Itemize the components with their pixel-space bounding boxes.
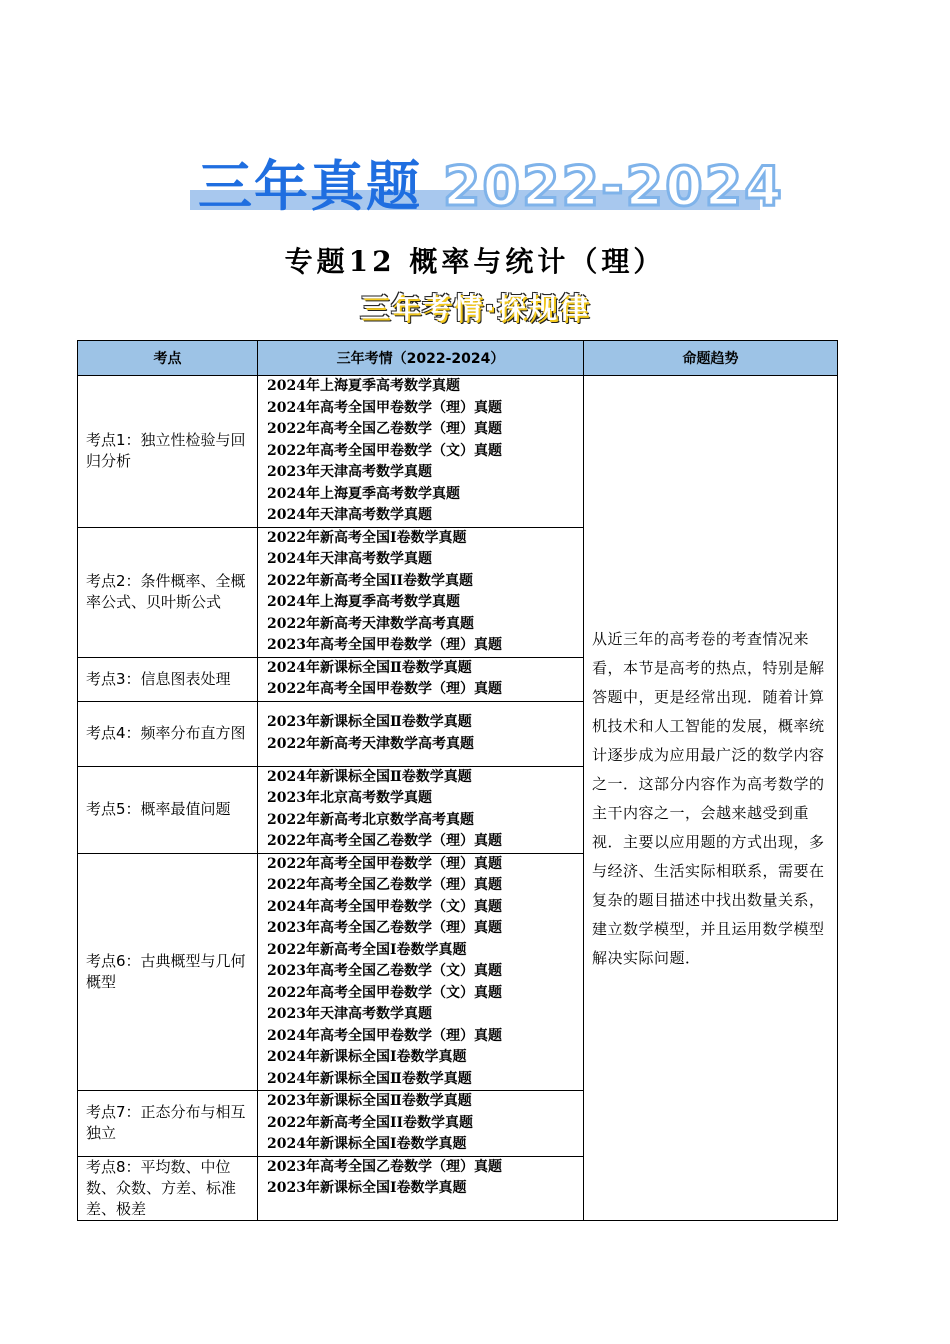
exam-item: 2023年北京高考数学真题 bbox=[267, 790, 432, 806]
exam-item: 2022年新高考北京数学高考真题 bbox=[267, 811, 474, 828]
exam-item: 2023年高考全国乙卷数学（理）真题 bbox=[267, 920, 502, 936]
exam-item: 2023年高考全国乙卷数学（文）真题 bbox=[267, 963, 502, 979]
header-trend: 命题趋势 bbox=[584, 341, 838, 376]
subtitle-text: 三年考情·探规律 bbox=[359, 291, 591, 325]
exams-cell bbox=[258, 1156, 584, 1220]
point-cell: 考点7：正态分布与相互独立 bbox=[78, 1091, 258, 1157]
banner-title bbox=[198, 144, 784, 221]
exam-item: 2024年天津高考数学真题 bbox=[267, 507, 432, 523]
exam-item: 2024年上海夏季高考数学真题 bbox=[267, 378, 460, 394]
exam-table bbox=[77, 340, 838, 1221]
exam-item: 2022年高考全国甲卷数学（文）真题 bbox=[267, 442, 502, 459]
exam-item: 2022年新高考全国I卷数学真题 bbox=[267, 529, 467, 546]
table-row bbox=[78, 376, 838, 528]
exams-cell bbox=[258, 766, 584, 853]
exam-item: 2024年上海夏季高考数学真题 bbox=[267, 594, 460, 610]
exam-item: 2022年高考全国乙卷数学（理）真题 bbox=[267, 833, 502, 849]
trend-cell: 从近三年的高考卷的考查情况来看，本节是高考的热点，特别是解答题中，更是经常出现．随着计算机技术和人工智能的发展，概率统计逐步成为应用最广泛的数学内容之一．这部分内容作为高考数学的主干内容之一，会越来越受到重视．主要以应用题的方式出现，多与经济、生活实际相联系，需要在复杂的题目描述中找出数量关系，建立数学模型，并且运用数学模型解决实际问题． bbox=[584, 376, 838, 1221]
point-cell: 考点1：独立性检验与回归分析 bbox=[78, 376, 258, 528]
point-cell: 考点5：概率最值问题 bbox=[78, 766, 258, 853]
exam-item: 2022年高考全国甲卷数学（文）真题 bbox=[267, 984, 502, 1001]
exam-item: 2022年高考全国乙卷数学（理）真题 bbox=[267, 421, 502, 437]
exam-item: 2024年天津高考数学真题 bbox=[267, 551, 432, 567]
exam-item: 2024年高考全国甲卷数学（文）真题 bbox=[267, 898, 502, 915]
exam-item: 2023年高考全国乙卷数学（理）真题 bbox=[267, 1158, 502, 1175]
banner-cn-text: 三年真题 bbox=[198, 155, 422, 218]
exam-item: 2024年高考全国甲卷数学（理）真题 bbox=[267, 1027, 502, 1044]
table-header-row bbox=[78, 341, 838, 376]
exam-item: 2024年高考全国甲卷数学（理）真题 bbox=[267, 399, 502, 416]
point-cell: 考点4：频率分布直方图 bbox=[78, 701, 258, 766]
exam-item: 2024年新课标全国Ⅰ卷数学真题 bbox=[267, 1136, 467, 1152]
header-point: 考点 bbox=[78, 341, 258, 376]
exam-item: 2023年新课标全国Ⅰ卷数学真题 bbox=[267, 1180, 467, 1196]
exam-item: 2023年新课标全国Ⅱ卷数学真题 bbox=[267, 714, 472, 730]
exam-item: 2022年新高考全国II卷数学真题 bbox=[267, 572, 474, 589]
point-cell: 考点2：条件概率、全概率公式、贝叶斯公式 bbox=[78, 527, 258, 657]
exam-item: 2023年新课标全国Ⅱ卷数学真题 bbox=[267, 1093, 472, 1109]
header-exams: 三年考情（2022-2024） bbox=[258, 341, 584, 376]
exam-item: 2022年高考全国乙卷数学（理）真题 bbox=[267, 877, 502, 893]
header-banner bbox=[190, 150, 784, 218]
exams-cell bbox=[258, 527, 584, 657]
exam-item: 2024年新课标全国Ⅰ卷数学真题 bbox=[267, 1049, 467, 1065]
exam-item: 2022年新高考天津数学高考真题 bbox=[267, 615, 474, 632]
exams-cell bbox=[258, 701, 584, 766]
exam-item: 2023年天津高考数学真题 bbox=[267, 464, 432, 480]
banner-years: 2022-2024 bbox=[442, 155, 784, 218]
exams-cell bbox=[258, 853, 584, 1091]
subtitle-badge bbox=[0, 284, 950, 329]
exam-item: 2023年天津高考数学真题 bbox=[267, 1006, 432, 1022]
exam-item: 2023年高考全国甲卷数学（理）真题 bbox=[267, 637, 502, 653]
exam-item: 2024年新课标全国Ⅱ卷数学真题 bbox=[267, 768, 472, 785]
point-cell: 考点6：古典概型与几何概型 bbox=[78, 853, 258, 1091]
point-cell: 考点8：平均数、中位数、众数、方差、标准差、极差 bbox=[78, 1156, 258, 1220]
exam-item: 2022年高考全国甲卷数学（理）真题 bbox=[267, 855, 502, 872]
exams-cell bbox=[258, 376, 584, 528]
exams-cell bbox=[258, 657, 584, 701]
exam-item: 2024年新课标全国Ⅱ卷数学真题 bbox=[267, 1070, 472, 1087]
point-cell: 考点3：信息图表处理 bbox=[78, 657, 258, 701]
exam-item: 2024年上海夏季高考数学真题 bbox=[267, 485, 460, 502]
exam-item: 2024年新课标全国Ⅱ卷数学真题 bbox=[267, 659, 472, 676]
exam-item: 2022年新高考天津数学高考真题 bbox=[267, 735, 474, 752]
exam-item: 2022年新高考全国II卷数学真题 bbox=[267, 1114, 474, 1131]
exam-item: 2022年新高考全国I卷数学真题 bbox=[267, 941, 467, 958]
exams-cell bbox=[258, 1091, 584, 1157]
exam-item: 2022年高考全国甲卷数学（理）真题 bbox=[267, 681, 502, 697]
document-title: 专题12 概率与统计（理） bbox=[284, 245, 666, 278]
